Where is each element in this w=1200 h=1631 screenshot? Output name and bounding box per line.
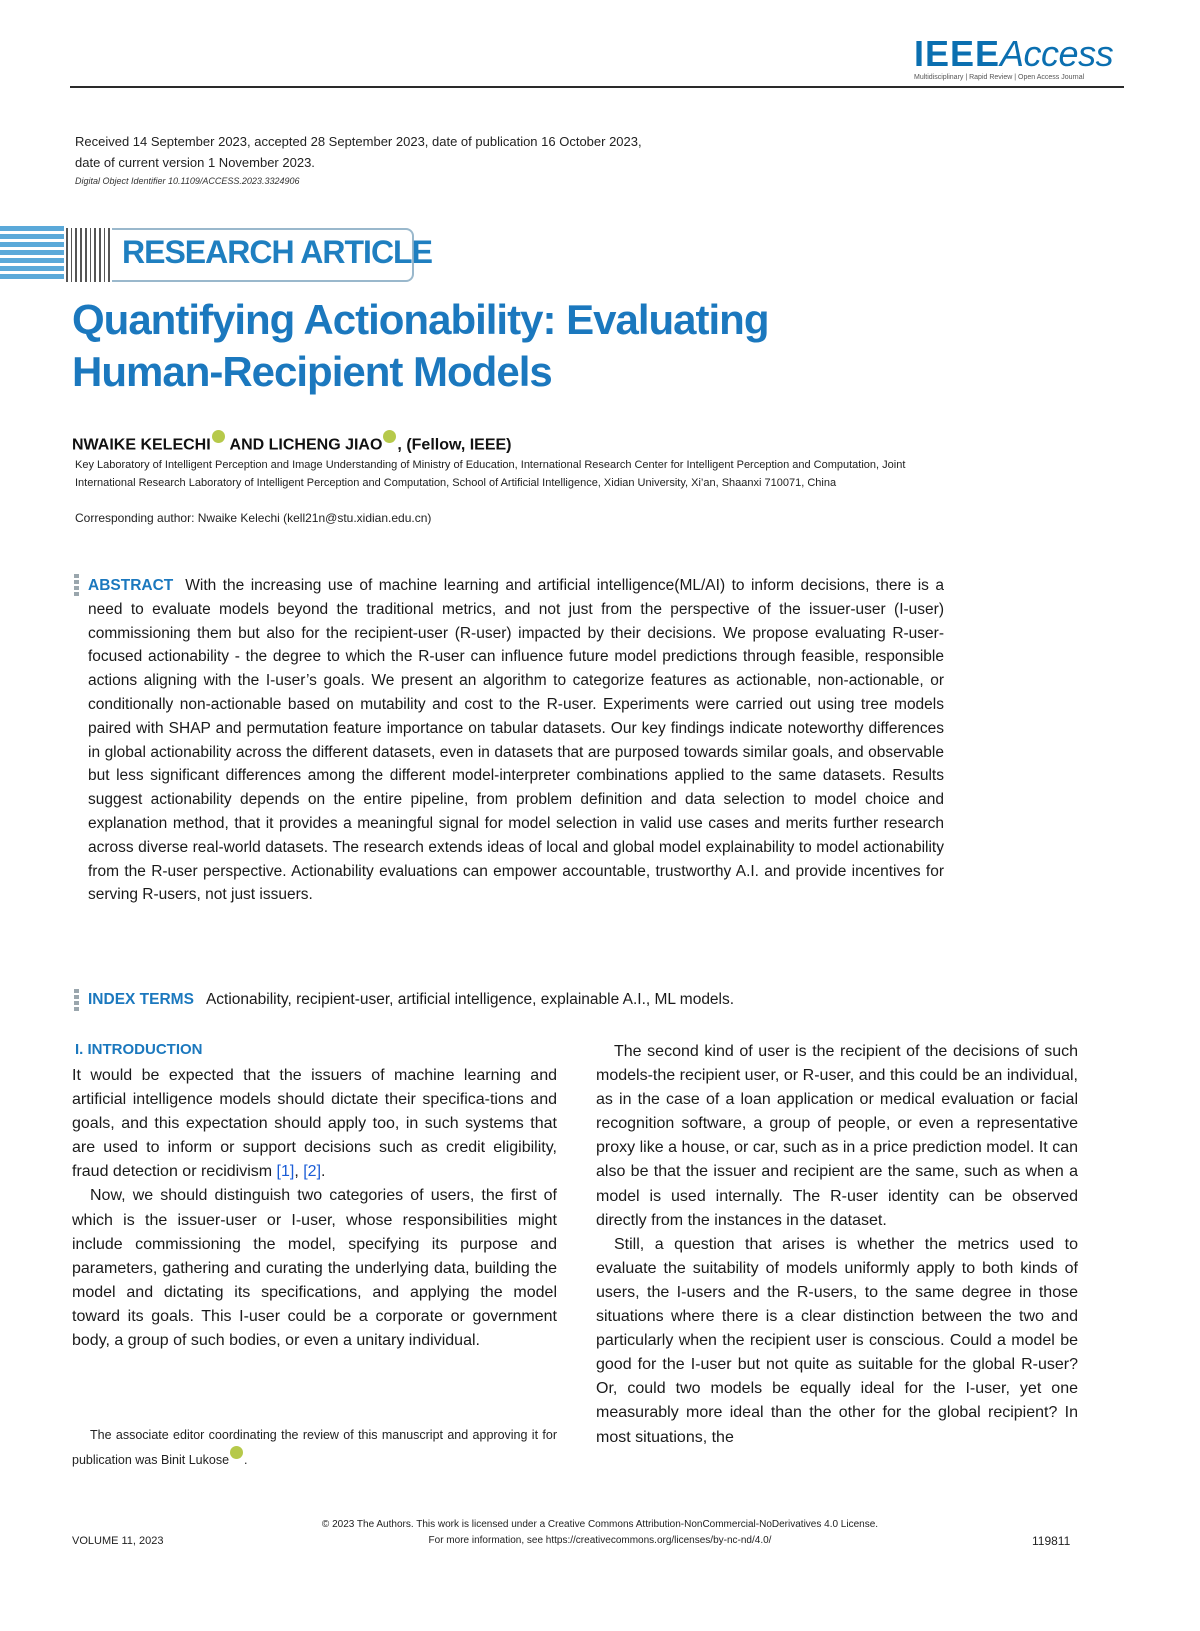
orcid-icon[interactable] [212, 430, 225, 443]
current-version-line: date of current version 1 November 2023. [75, 155, 315, 170]
abstract-marker-icon [74, 574, 80, 598]
paragraph [72, 1064, 557, 1184]
paragraph-text: It would be expected that the issuers of machine learning and artificial intelligence models should dictate their specifica-tions and goals, and this expectation should apply too, in such systems that are used to inform or support decisions such as credit eligibility, fraud detection or recidivism [72, 1067, 557, 1181]
received-line: Received 14 September 2023, accepted 28 September 2023, date of publication 16 October 2023, [75, 134, 642, 149]
orcid-icon[interactable] [383, 430, 396, 443]
banner-stripes [0, 226, 64, 284]
research-article-banner [112, 228, 432, 282]
logo-light: Access [1000, 33, 1114, 74]
doi: Digital Object Identifier 10.1109/ACCESS.2023.3324906 [75, 176, 300, 186]
body-column-left [72, 1064, 557, 1353]
banner-label: RESEARCH ARTICLE [122, 234, 432, 270]
abstract-text: With the increasing use of machine learning and artificial intelligence(ML/AI) to inform decisions, there is a need to evaluate models beyond the traditional metrics, and not just from the perspective of the issuer-user (I-user) commissioning them but also for the recipient-user (R-user) impacted by their decisions. We propose evaluating R-user-focused actionability - the degree to which the R-user can influence future model predictions through feasible, responsible actions aligning with the I-user’s goals. We present an algorithm to categorize features as actionable, non-actionable, or conditionally non-actionable based on mutability and cost to the R-user. Experiments were carried out using tree models paired with SHAP and permutation feature importance on tabular datasets. Our key findings indicate noteworthy differences in global actionability across the different datasets, even in datasets that are purposed towards similar goals, and observable but less significant differences among the different model-interpreter combinations applied to the same datasets. Results suggest actionability depends on the entire pipeline, from problem definition and data selection to model choice and explanation method, that it provides a meaningful signal for model selection in valid use cases and merits further research across diverse real-world datasets. The research extends ideas of local and global model explainability to model actionability from the R-user perspective. Actionability evaluations can empower accountable, trustworthy A.I. and provide incentives for serving R-users, not just issuers. [88, 577, 944, 904]
header-divider [70, 86, 1124, 88]
index-terms-text: Actionability, recipient-user, artificial intelligence, explainable A.I., ML models. [205, 991, 735, 1008]
orcid-icon[interactable] [230, 1446, 243, 1459]
publication-dates [75, 131, 795, 173]
logo-subtitle: Multidisciplinary | Rapid Review | Open Access Journal [914, 74, 1085, 81]
paragraph: The second kind of user is the recipient of the decisions of such models-the recipient user, or R-user, and this could be an individual, as in the case of a loan application or medical evaluation or facial recognition software, a group of people, or even a representative proxy like a house, or car, such as in a price prediction model. It can also be that the issuer and recipient are the same, such as when a model is used internally. The R-user identity can be observed directly from the instances in the dataset. [596, 1043, 1078, 1229]
index-terms-marker-icon [74, 989, 80, 1013]
title-line-2: Human-Recipient Models [72, 348, 552, 395]
citation-link[interactable]: [1] [276, 1163, 295, 1181]
index-terms-label: INDEX TERMS [88, 991, 194, 1008]
author-list [72, 430, 512, 454]
journal-logo [914, 34, 1124, 81]
article-title [72, 294, 832, 398]
author-1: NWAIKE KELECHI [72, 436, 211, 454]
citation-separator: , [294, 1163, 304, 1181]
abstract [88, 574, 944, 907]
license-notice [240, 1517, 960, 1549]
author-suffix: , (Fellow, IEEE) [397, 436, 512, 454]
editor-note-text: The associate editor coordinating the review of this manuscript and approving it for publication was Binit Lukose [72, 1428, 557, 1468]
affiliation: Key Laboratory of Intelligent Perception and Image Understanding of Ministry of Education, International Research Center for Intelligent Perception and Computation, Joint International Research Laboratory of Intelligent Perception and Computation, School of Artificial Intelligence, Xidian University, Xi’an, Shaanxi 710071, China [75, 459, 906, 489]
corresponding-author: Corresponding author: Nwaike Kelechi (kell21n@stu.xidian.edu.cn) [75, 511, 432, 525]
body-column-right [596, 1040, 1078, 1450]
logo-bold: IEEE [914, 33, 1001, 74]
license-line-2[interactable]: For more information, see https://creativecommons.org/licenses/by-nc-nd/4.0/ [428, 1535, 772, 1546]
abstract-label: ABSTRACT [88, 577, 174, 594]
editor-footnote [72, 1424, 557, 1471]
volume-label: VOLUME 11, 2023 [72, 1535, 164, 1547]
paragraph: Now, we should distinguish two categories of users, the first of which is the issuer-user or I-user, whose responsibilities might include commissioning the model, specifying its purpose and parameters, gathering and curating the underlying data, building the model and dictating its specifications, and applying the model toward its goals. This I-user could be a corporate or government body, a group of such bodies, or even a unitary individual. [72, 1187, 557, 1350]
title-line-1: Quantifying Actionability: Evaluating [72, 296, 769, 343]
banner-bars [66, 228, 110, 282]
section-heading-introduction: I. INTRODUCTION [75, 1041, 203, 1058]
license-line-1: © 2023 The Authors. This work is licensed under a Creative Commons Attribution-NonCommercial-NoDerivatives 4.0 License. [321, 1519, 879, 1530]
paragraph: Still, a question that arises is whether the metrics used to evaluate the suitability of models uniformly apply to both kinds of users, the I-users and the R-users, to the same degree in those situations where there is a clear distinction between the two and particularly when the recipient user is conscious. Could a model be good for the I-user but not quite as suitable for the global R-user? Or, could two models be equally ideal for the I-user, yet one measurably more ideal than the other for the global recipient? In most situations, the [596, 1235, 1078, 1446]
editor-note-end: . [244, 1453, 248, 1468]
author-2: AND LICHENG JIAO [225, 436, 383, 454]
citation-link[interactable]: [2] [303, 1163, 322, 1181]
page-number: 119811 [1032, 1534, 1071, 1548]
index-terms [88, 989, 944, 1011]
paragraph-end: . [321, 1163, 326, 1181]
